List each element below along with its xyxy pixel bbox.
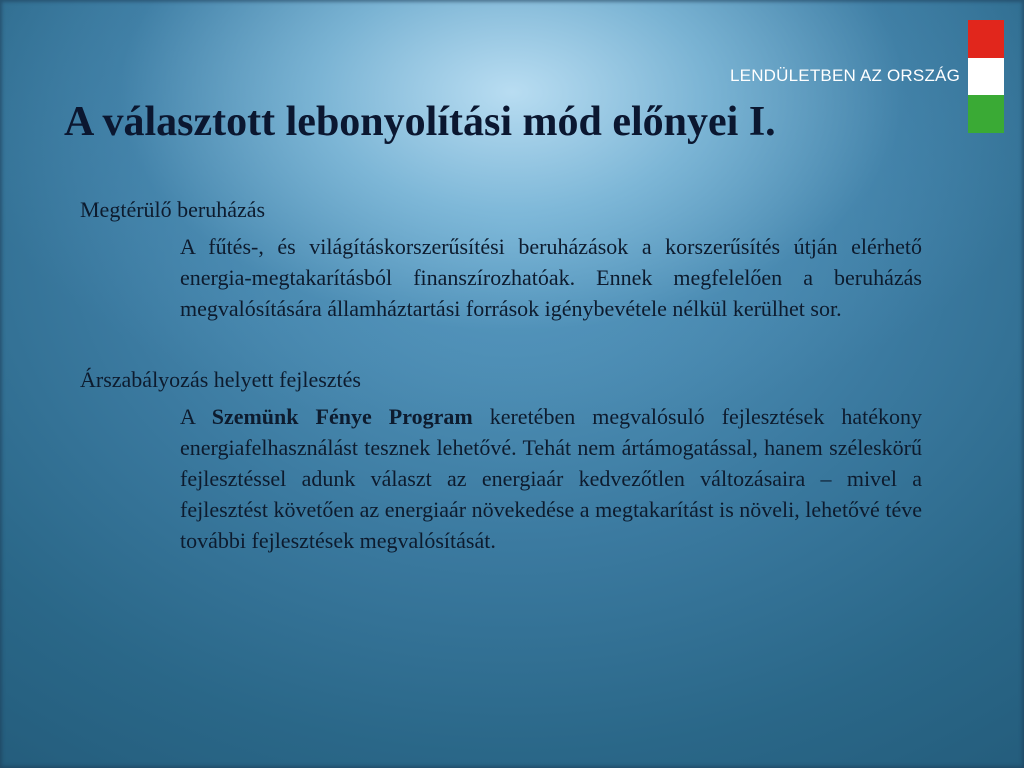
section-heading: Megtérülő beruházás bbox=[80, 197, 266, 222]
brand-slogan: LENDÜLETBEN AZ ORSZÁG bbox=[730, 66, 960, 85]
hungarian-flag-icon bbox=[968, 20, 1004, 133]
program-name: Szemünk Fénye Program bbox=[211, 404, 473, 429]
section-heading: Árszabályozás helyett fejlesztés bbox=[80, 367, 361, 392]
section-payback-investment bbox=[80, 194, 922, 324]
section-development-instead-of-price-regulation bbox=[80, 364, 922, 556]
paragraph-text-start: A bbox=[180, 404, 212, 429]
flag-red-band bbox=[968, 20, 1004, 58]
flag-green-band bbox=[968, 95, 1004, 133]
paragraph-text-rest: keretében megvalósuló fejlesztések hatékony energiafelhasználást tesznek lehetővé. Tehát nem ártámogatással, hanem széleskörű fejlesztéssel adunk választ az energiaár kedvezőtlen változásaira – mivel a fejlesztést követően az energiaár növekedése a megtakarítást is növeli, lehetővé téve további fejlesztések megvalósítását. bbox=[180, 404, 922, 553]
slide-content bbox=[80, 194, 922, 556]
section-paragraph bbox=[180, 401, 922, 556]
section-paragraph: A fűtés-, és világításkorszerűsítési beruházások a korszerűsítés útján elérhető energia-megtakarításból finanszírozhatóak. Ennek megfelelően a beruházás megvalósítására államháztartási források igénybevétele nélkül kerülhet sor. bbox=[180, 234, 922, 321]
flag-white-band bbox=[968, 58, 1004, 96]
slide-title: A választott lebonyolítási mód előnyei I. bbox=[64, 99, 776, 145]
